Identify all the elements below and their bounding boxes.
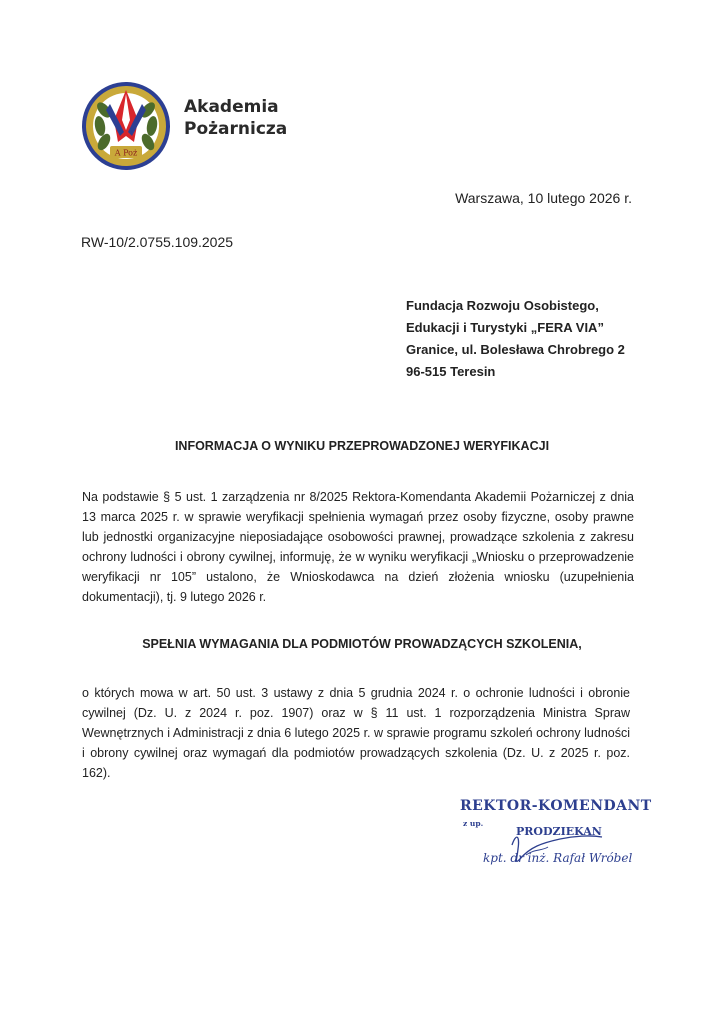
stamp-role: PRODZIEKAN: [516, 825, 602, 838]
recipient-line4: 96-515 Teresin: [406, 364, 496, 379]
stamp-title: REKTOR-KOMENDANT: [460, 798, 652, 814]
stamp-authorization: z up.: [463, 819, 484, 828]
organization-name: [184, 96, 287, 140]
handwritten-signature: [490, 815, 610, 875]
document-title: INFORMACJA O WYNIKU PRZEPROWADZONEJ WERYFIKACJI: [174, 439, 550, 453]
reference-number: RW-10/2.0755.109.2025: [81, 234, 234, 250]
recipient-line3: Granice, ul. Bolesława Chrobrego 2: [406, 342, 625, 357]
recipient-address: [406, 295, 625, 383]
decision-heading: SPEŁNIA WYMAGANIA DLA PODMIOTÓW PROWADZĄCYCH SZKOLENIA,: [142, 637, 582, 651]
stamp-signatory-name: kpt. dr inż. Rafał Wróbel: [483, 851, 633, 865]
recipient-line1: Fundacja Rozwoju Osobistego,: [406, 298, 599, 313]
logo-caption: A Poż: [114, 148, 138, 158]
org-name-line2: Pożarnicza: [184, 119, 288, 139]
body-paragraph-1: Na podstawie § 5 ust. 1 zarządzenia nr 8/2025 Rektora-Komendanta Akademii Pożarniczej z dnia 13 marca 2025 r. w sprawie weryfikacji spełnienia wymagań przez osoby fizyczne, osoby prawne lub jednostki organizacyjne nieposiadające osobowości prawnej, prowadzące szkolenia z zakresu ochrony ludności i obrony cywilnej, informuję, że w wyniku weryfikacji „Wniosku o przeprowadzenie weryfikacji nr 105” ustalono, że Wnioskodawca na dzień złożenia wniosku (uzupełnienia dokumentacji), tj. 9 lutego 2026 r.: [82, 490, 634, 604]
body-paragraph-2: o których mowa w art. 50 ust. 3 ustawy z dnia 5 grudnia 2024 r. o ochronie ludności i obronie cywilnej (Dz. U. z 2024 r. poz. 1907) oraz w § 11 ust. 1 rozporządzenia Ministra Spraw Wewnętrznych i Administracji z dnia 6 lutego 2025 r. w sprawie programu szkoleń ochrony ludności i obrony cywilnej oraz wymagań dla podmiotów prowadzących szkolenia (Dz. U. z 2025 r. poz. 162).: [82, 686, 630, 780]
place-date: Warszawa, 10 lutego 2026 r.: [455, 190, 632, 206]
org-name-line1: Akademia: [184, 97, 279, 117]
recipient-line2: Edukacji i Turystyki „FERA VIA”: [406, 320, 604, 335]
academy-logo: [80, 80, 172, 172]
